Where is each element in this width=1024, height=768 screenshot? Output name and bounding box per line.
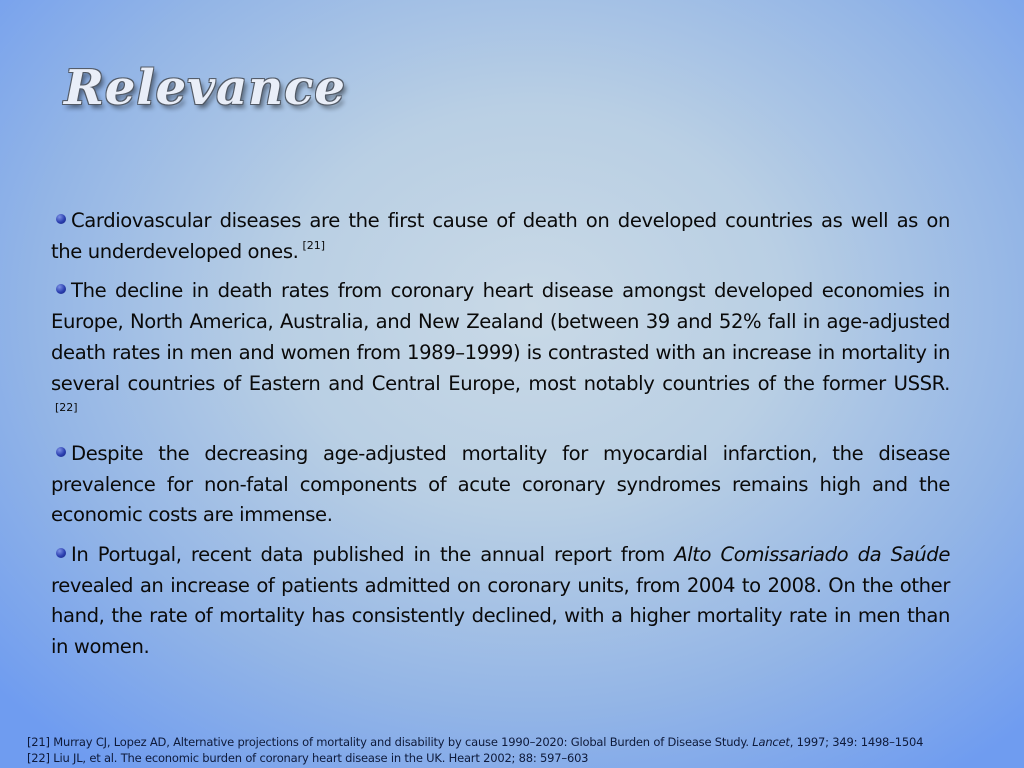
citation-ref: [21] xyxy=(302,238,326,252)
reference-item xyxy=(27,735,957,751)
bullet-text: The decline in death rates from coronary heart disease amongst developed economies in Europe, North America, Australia, and New Zealand (between 39 and 52% fall in age-adjusted death rates in men and women from 1989–1999) is contrasted with an increase in mortality in several countries of Eastern and Central Europe, most notably countries of the former USSR. xyxy=(51,279,950,395)
references-footer xyxy=(27,735,957,766)
bullet-dot-icon xyxy=(56,214,66,224)
slide-title: Relevance xyxy=(64,60,346,116)
bullet-item xyxy=(51,439,950,531)
bullet-dot-icon xyxy=(56,447,66,457)
journal-name: Lancet xyxy=(752,735,790,749)
bullet-item xyxy=(51,206,950,267)
reference-item: [22] Liu JL, et al. The economic burden of coronary heart disease in the UK. Heart 2002; 88: 597–603 xyxy=(27,750,589,765)
reference-text: , 1997; 349: 1498–1504 xyxy=(789,735,924,749)
reference-text: [21] Murray CJ, Lopez AD, Alternative projections of mortality and disability by cause 1990–2020: Global Burden of Disease Study. xyxy=(27,735,753,749)
citation-ref: [22] xyxy=(55,401,78,415)
bullet-text: revealed an increase of patients admitted on coronary units, from 2004 to 2008. On the other hand, the rate of mortality has consistently declined, with a higher mortality rate in men than in women. xyxy=(51,573,950,659)
bullet-text: In Portugal, recent data published in the annual report from xyxy=(71,543,675,567)
bullet-dot-icon xyxy=(56,548,66,558)
report-name: Alto Comissariado da Saúde xyxy=(674,543,950,567)
bullet-dot-icon xyxy=(56,284,66,294)
bullet-text: Despite the decreasing age-adjusted mortality for myocardial infarction, the disease prevalence for non-fatal components of acute coronary syndromes remains high and the economic costs are immense. xyxy=(51,441,950,527)
bullet-list xyxy=(51,206,950,672)
bullet-item xyxy=(51,276,950,430)
bullet-text: Cardiovascular diseases are the first cause of death on developed countries as well as on the underdeveloped ones. xyxy=(51,209,950,263)
bullet-item xyxy=(51,540,950,663)
